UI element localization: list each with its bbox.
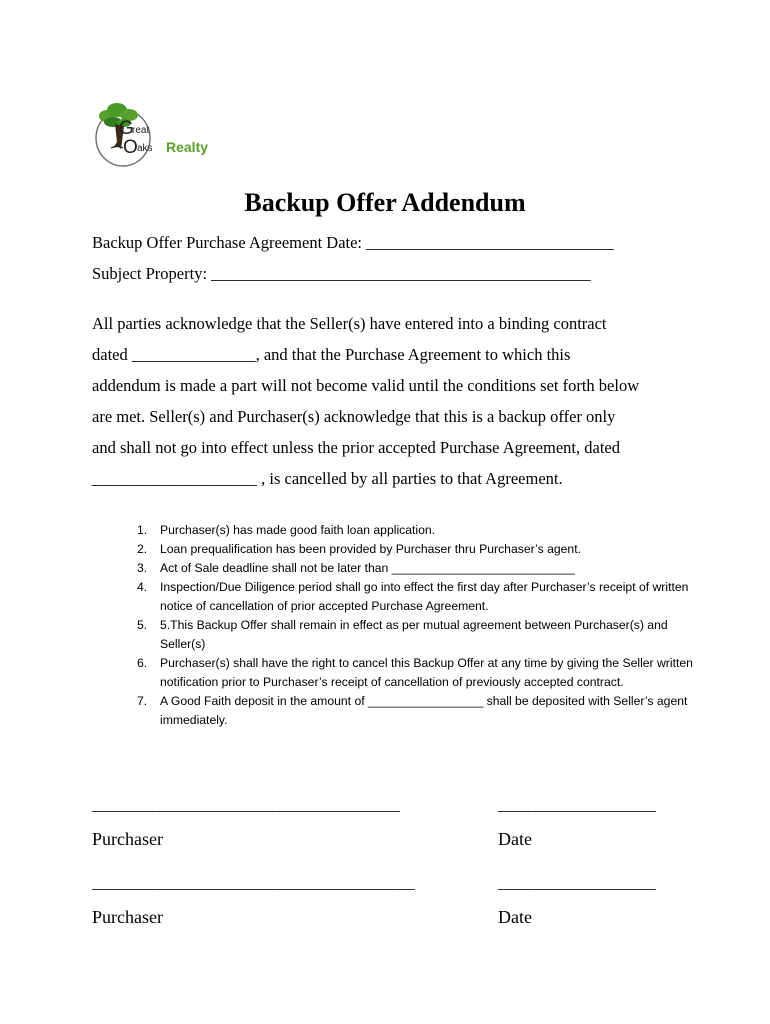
document-title: Backup Offer Addendum: [244, 188, 526, 217]
condition-item: [137, 540, 697, 559]
conditions-list: [137, 521, 697, 730]
agreement-date-line: Backup Offer Purchase Agreement Date: ______________________________: [92, 233, 614, 252]
logo-text-aks: aks: [137, 143, 153, 154]
great-oaks-realty-logo: [93, 102, 223, 170]
purchaser-label: Purchaser: [92, 829, 163, 849]
date-label: Date: [498, 829, 532, 849]
condition-item: [137, 559, 697, 578]
condition-number: 7.: [137, 694, 148, 708]
date-signature-line: _____________________: [498, 797, 656, 814]
paragraph-line: All parties acknowledge that the Seller(s) have entered into a binding contract: [92, 314, 607, 333]
condition-number: 2.: [137, 542, 148, 556]
paragraph-line: addendum is made a part will not become valid until the conditions set forth below: [92, 376, 640, 395]
condition-text: Loan prequalification has been provided by Purchaser thru Purchaser’s agent.: [160, 542, 581, 556]
condition-item: [137, 578, 697, 616]
logo-letter-g: G: [119, 118, 134, 139]
logo-text-realty: Realty: [166, 139, 209, 155]
condition-text: Act of Sale deadline shall not be later than ___________________________: [160, 561, 575, 575]
condition-number: 4.: [137, 580, 148, 594]
condition-number: 6.: [137, 656, 148, 670]
condition-text: 5.This Backup Offer shall remain in effect as per mutual agreement between Purchaser(s) and Seller(s): [160, 618, 668, 651]
condition-text: A Good Faith deposit in the amount of _________________ shall be deposited with Seller’s agent immediately.: [160, 694, 688, 727]
condition-item: [137, 654, 697, 692]
paragraph-line: are met. Seller(s) and Purchaser(s) acknowledge that this is a backup offer only: [92, 407, 616, 426]
condition-text: Purchaser(s) shall have the right to cancel this Backup Offer at any time by giving the Seller written notification prior to Purchaser’s receipt of cancellation of previously accepted contract.: [160, 656, 693, 689]
condition-item: [137, 521, 697, 540]
purchaser-label: Purchaser: [92, 907, 163, 927]
paragraph-line: ____________________ , is cancelled by all parties to that Agreement.: [92, 469, 563, 488]
condition-number: 1.: [137, 523, 148, 537]
logo-letter-o: O: [123, 137, 138, 158]
condition-item: [137, 692, 697, 730]
date-label: Date: [498, 907, 532, 927]
subject-property-line: Subject Property: ______________________________________________: [92, 264, 591, 283]
paragraph-line: dated _______________, and that the Purchase Agreement to which this: [92, 345, 571, 364]
condition-number: 5.: [137, 618, 148, 632]
condition-item: [137, 616, 697, 654]
date-signature-line: _____________________: [498, 875, 656, 892]
logo-text-reat: reat: [132, 125, 150, 136]
acknowledgement-paragraph: [92, 308, 692, 494]
purchaser-signature-line: _________________________________________: [92, 797, 400, 814]
purchaser-signature-line: ___________________________________________: [92, 875, 415, 892]
condition-text: Purchaser(s) has made good faith loan application.: [160, 523, 436, 537]
condition-text: Inspection/Due Diligence period shall go into effect the first day after Purchaser’s receipt of written notice of cancellation of prior accepted Purchase Agreement.: [160, 580, 689, 613]
paragraph-line: and shall not go into effect unless the prior accepted Purchase Agreement, dated: [92, 438, 620, 457]
condition-number: 3.: [137, 561, 148, 575]
